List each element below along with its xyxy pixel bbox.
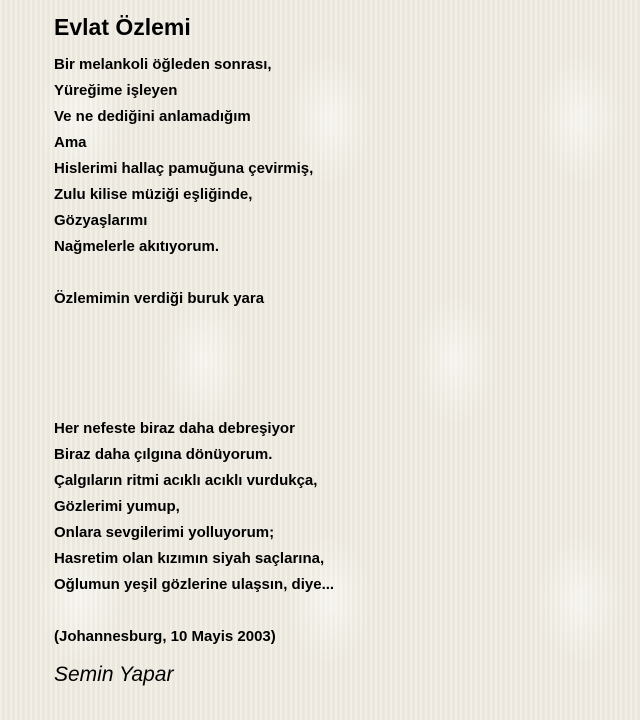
- poem-line: Her nefeste biraz daha debreşiyor: [54, 420, 295, 437]
- poem-line: Gözlerimi yumup,: [54, 498, 180, 515]
- poem-line: Onlara sevgilerimi yolluyorum;: [54, 524, 275, 541]
- poem-line: Oğlumun yeşil gözlerine ulaşsın, diye...: [54, 576, 335, 593]
- poem-line: Zulu kilise müziği eşliğinde,: [54, 186, 253, 203]
- poem-container: [54, 12, 614, 690]
- poem-line: Yüreğime işleyen: [54, 82, 178, 99]
- poem-line: Hasretim olan kızımın siyah saçlarına,: [54, 550, 325, 567]
- poem-line: Gözyaşlarımı: [54, 212, 148, 229]
- poem-line: Nağmelerle akıtıyorum.: [54, 238, 220, 255]
- poem-line: Çalgıların ritmi acıklı acıklı vurdukça,: [54, 472, 318, 489]
- poem-line-blank: [54, 364, 614, 390]
- poem-date-line: (Johannesburg, 10 Mayis 2003): [54, 628, 276, 645]
- poem-title: Evlat Özlemi: [54, 14, 191, 40]
- poem-line: Ama: [54, 134, 87, 151]
- poem-line: Biraz daha çılgına dönüyorum.: [54, 446, 273, 463]
- poem-line-blank: [54, 338, 614, 364]
- poem-line-blank: [54, 260, 614, 286]
- poem-line: Bir melankoli öğleden sonrası,: [54, 56, 272, 73]
- poem-body: [54, 52, 614, 650]
- poem-line: Hislerimi hallaç pamuğuna çevirmiş,: [54, 160, 314, 177]
- poem-line-blank: [54, 312, 614, 338]
- poem-line: Ve ne dediğini anlamadığım: [54, 108, 251, 125]
- poem-line: Özlemimin verdiği buruk yara: [54, 290, 265, 307]
- poem-author: Semin Yapar: [54, 663, 174, 686]
- poem-line-blank: [54, 390, 614, 416]
- poem-line-blank: [54, 598, 614, 624]
